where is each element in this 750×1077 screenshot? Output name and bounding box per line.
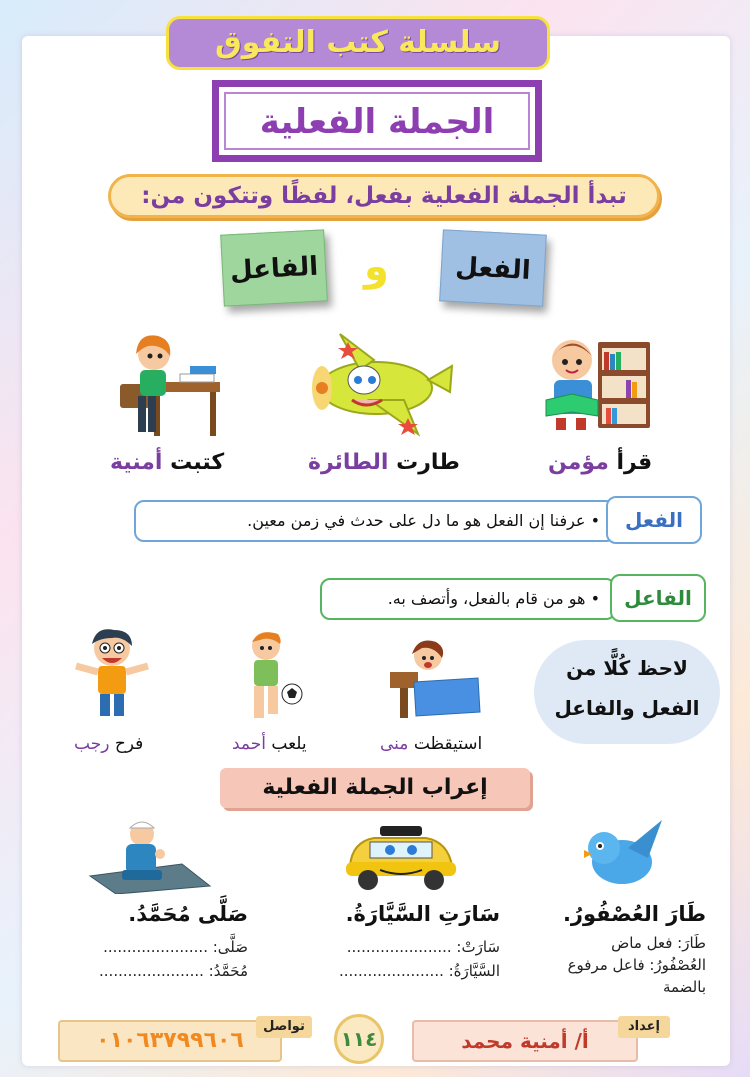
subject-definition: • هو من قام بالفعل، وأتصف به. <box>320 578 616 620</box>
airplane-illustration <box>300 330 458 438</box>
example-1-verb: قرأ <box>616 450 653 475</box>
boy-playing-illustration <box>240 628 306 724</box>
verb-card: الفعل <box>439 229 547 306</box>
parse-sentence-3: صَلَّى مُحَمَّدُ. <box>128 902 248 926</box>
parse-1-line-2: العُصْفُورُ: فاعل مرفوع <box>567 956 706 974</box>
author-name: أ/ أمنية محمد <box>412 1020 638 1062</box>
boy-reading-illustration <box>540 330 660 438</box>
series-title: سلسلة كتب التفوق <box>166 16 550 70</box>
example-6-subject: رجب <box>74 734 110 754</box>
parse-3-line-2: مُحَمَّدُ: ...................... <box>99 962 248 980</box>
subject-card: الفاعل <box>220 229 328 306</box>
parse-1-line-3: بالضمة <box>662 978 706 996</box>
intro-banner: تبدأ الجملة الفعلية بفعل، لفظًا وتتكون من: <box>108 174 660 218</box>
example-3-subject: أمنية <box>110 450 163 475</box>
parse-3-line-1: صَلَّى: ...................... <box>103 938 248 956</box>
happy-boy-illustration <box>72 626 152 722</box>
example-6-verb: فرح <box>114 734 144 754</box>
prepared-by-tag: إعداد <box>618 1016 670 1038</box>
car-illustration <box>340 818 462 892</box>
parsing-title: إعراب الجملة الفعلية <box>220 768 530 808</box>
parse-2-line-2: السَّيَّارَةُ: ...................... <box>338 962 500 980</box>
verb-definition: • عرفنا إن الفعل هو ما دل على حدث في زمن معين. <box>134 500 616 542</box>
example-6 <box>74 734 143 754</box>
bird-illustration <box>578 814 668 894</box>
parse-1-line-1: طَارَ: فعل ماض <box>611 934 706 952</box>
example-3 <box>110 450 224 475</box>
example-1-subject: مؤمن <box>548 450 609 475</box>
subject-definition-label: الفاعل <box>610 574 706 622</box>
example-2-subject: الطائرة <box>308 450 389 475</box>
observe-line-1: لاحظ كُلًّا من <box>566 656 688 680</box>
parse-sentence-1: طَارَ العُصْفُورُ. <box>562 902 706 926</box>
girl-waking-illustration <box>388 632 484 724</box>
example-5 <box>232 734 307 754</box>
lesson-title: الجملة الفعلية <box>224 92 530 150</box>
parse-2-line-1: سَارَتْ: ...................... <box>346 938 500 956</box>
example-2 <box>308 450 460 475</box>
example-1 <box>548 450 652 475</box>
observe-line-2: الفعل والفاعل <box>554 696 700 720</box>
contact-tag: تواصل <box>256 1016 312 1038</box>
verb-definition-label: الفعل <box>606 496 702 544</box>
page-number: ١١٤ <box>334 1014 384 1064</box>
observe-cloud <box>534 640 720 744</box>
example-4-verb: استيقظت <box>413 734 483 754</box>
example-4-subject: منى <box>380 734 409 754</box>
lesson-title-frame <box>212 80 542 162</box>
parse-sentence-2: سَارَتِ السَّيَّارَةُ. <box>345 902 500 926</box>
contact-phone: ٠١٠٦٣٧٩٩٦٠٦ <box>58 1020 282 1062</box>
boy-praying-illustration <box>86 814 212 894</box>
conjunction-waw: و <box>364 244 389 290</box>
example-5-subject: أحمد <box>232 734 266 754</box>
example-3-verb: كتبت <box>170 450 225 475</box>
girl-writing-illustration <box>118 330 238 438</box>
example-4 <box>380 734 482 754</box>
example-2-verb: طارت <box>396 450 460 475</box>
example-5-verb: يلعب <box>271 734 307 754</box>
